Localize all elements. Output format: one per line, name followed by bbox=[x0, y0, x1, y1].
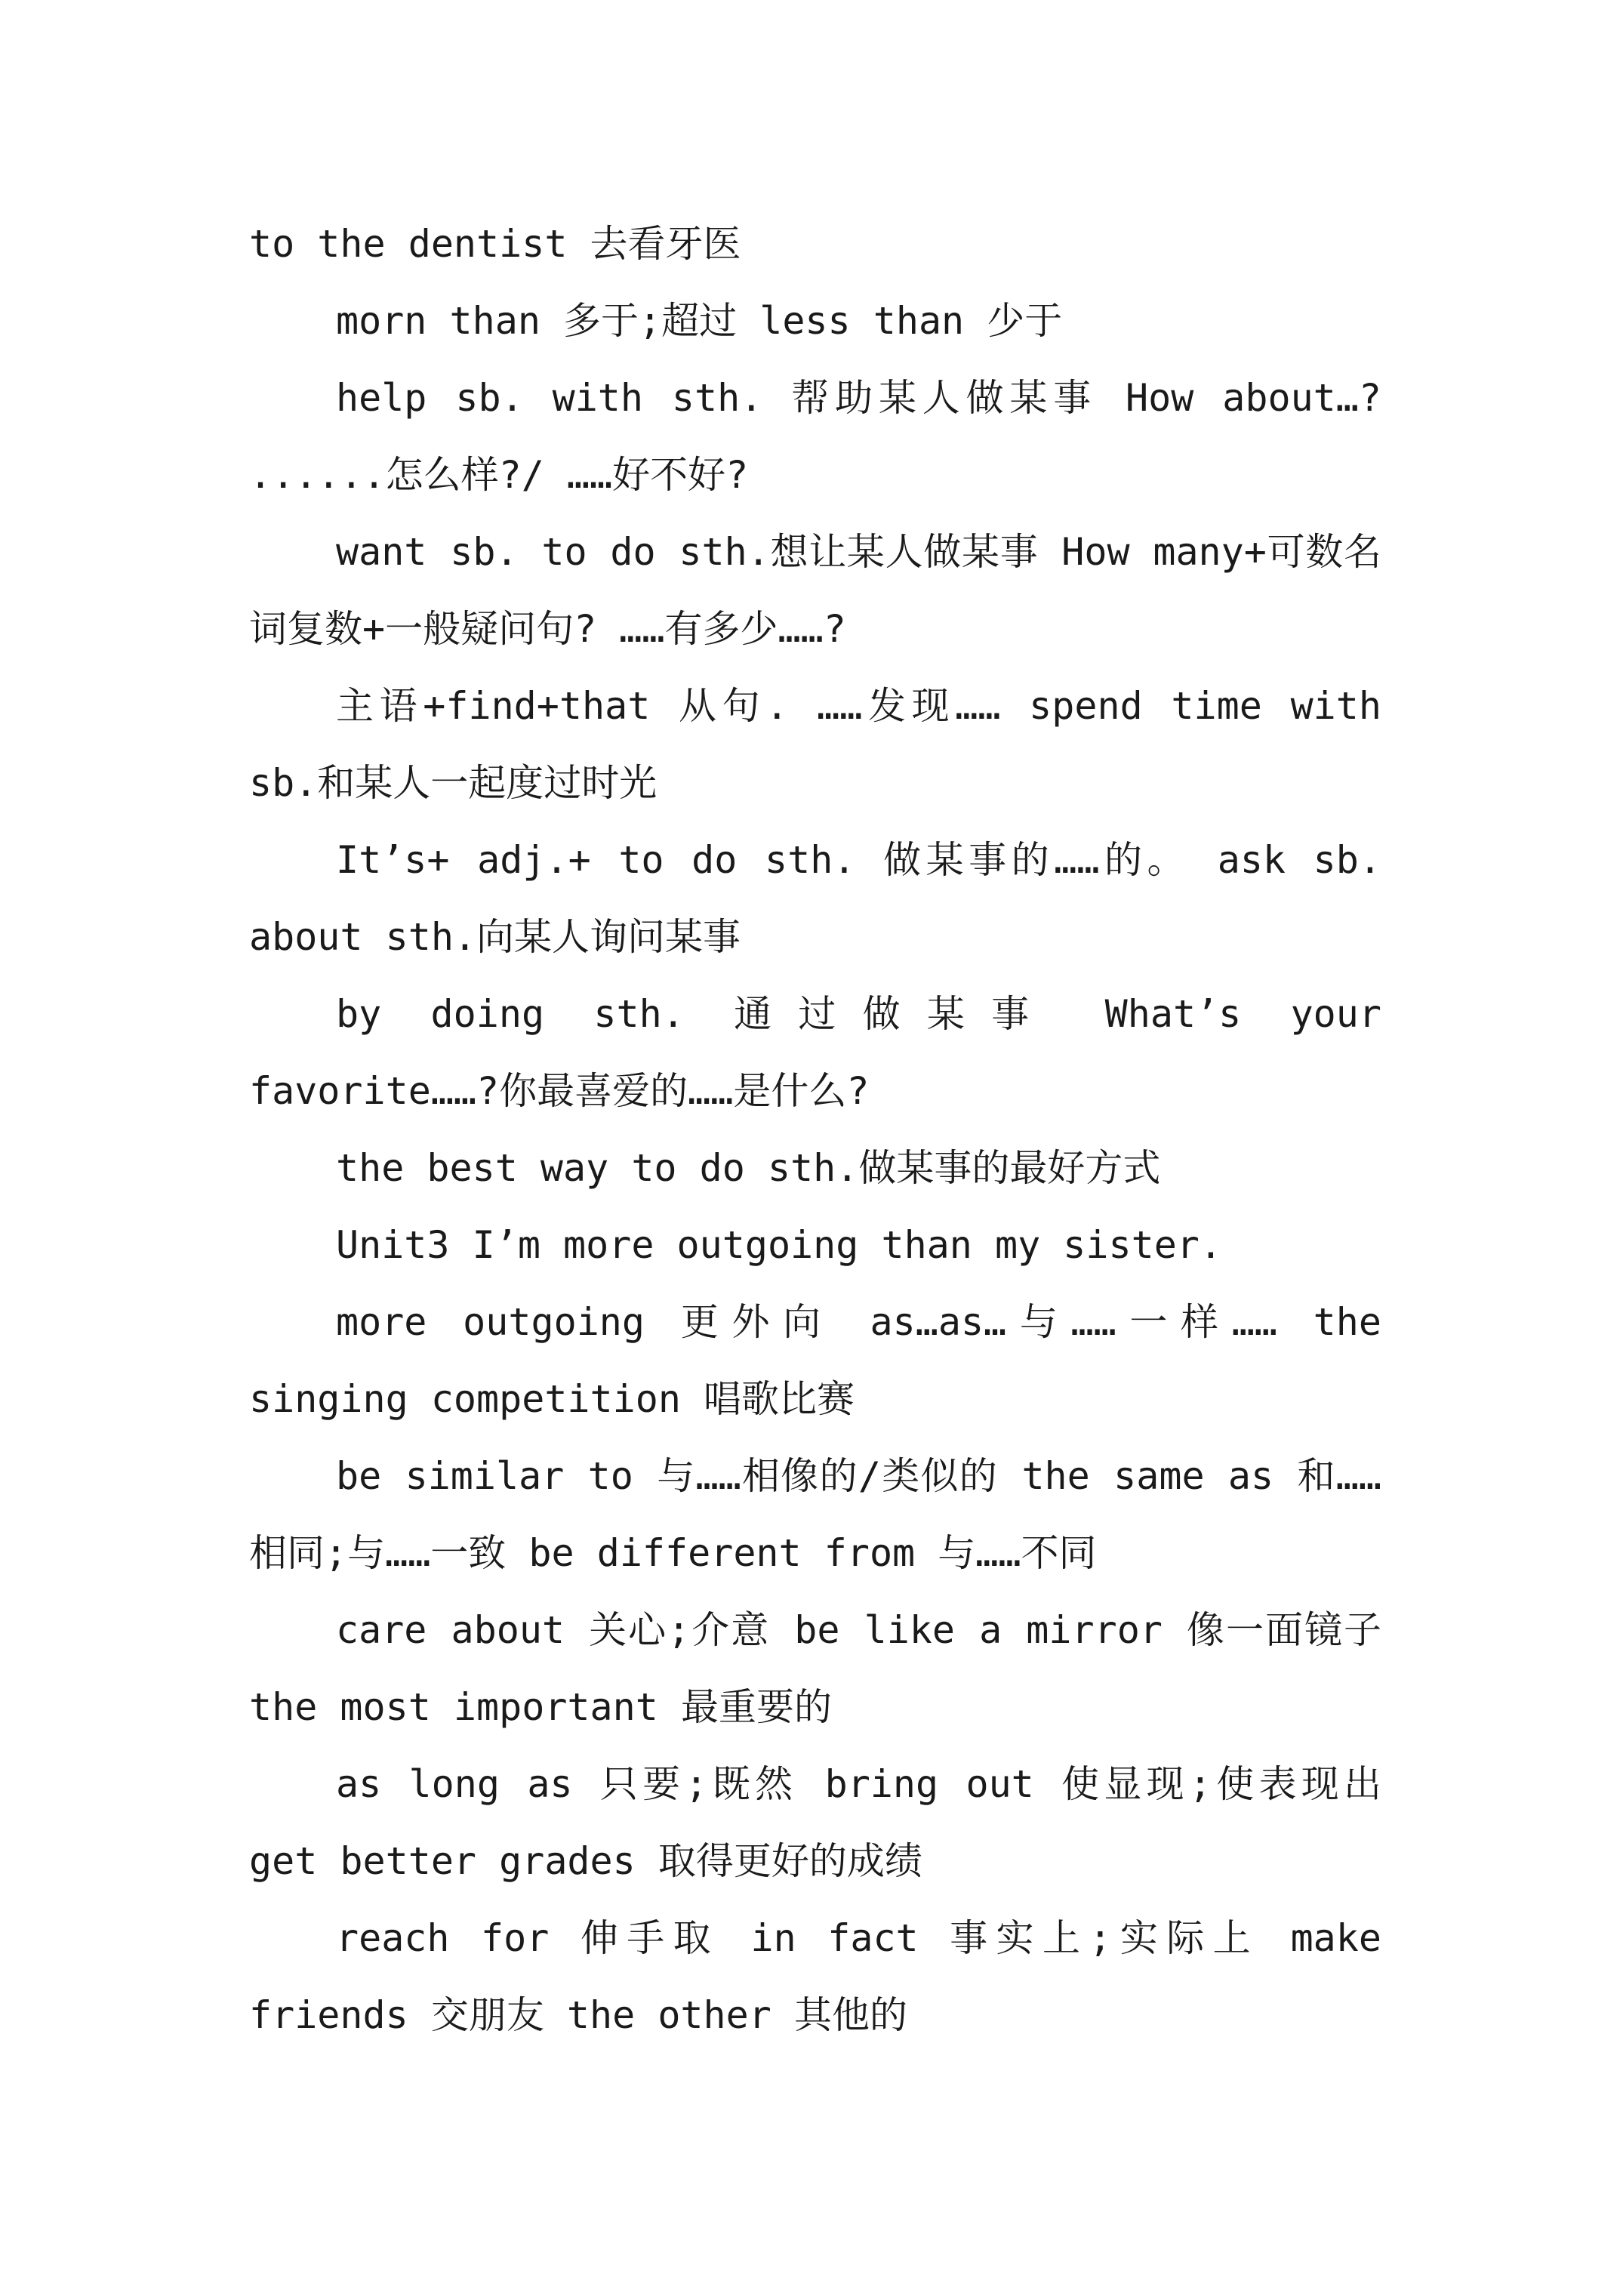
paragraph-11: be similar to 与……相像的/类似的 the same as 和……相同;与……一致 be different from 与……不同 bbox=[249, 1454, 1381, 1575]
paragraph-8: the best way to do sth.做某事的最好方式 bbox=[336, 1146, 1161, 1190]
paragraph-5: 主语+find+that 从句. ……发现…… spend time with sb.和某人一起度过时光 bbox=[249, 684, 1381, 805]
paragraph-6: It’s+ adj.+ to do sth. 做某事的……的。 ask sb. about sth.向某人询问某事 bbox=[249, 838, 1381, 959]
paragraph-1: to the dentist 去看牙医 bbox=[249, 222, 741, 266]
paragraph-4: want sb. to do sth.想让某人做某事 How many+可数名词复数+一般疑问句? ……有多少……? bbox=[249, 530, 1381, 651]
paragraph-9: Unit3 I’m more outgoing than my sister. bbox=[336, 1223, 1222, 1267]
paragraph-2: morn than 多于;超过 less than 少于 bbox=[336, 299, 1063, 343]
paragraph-3: help sb. with sth. 帮助某人做某事 How about…? ......怎么样?/ ……好不好? bbox=[249, 376, 1381, 497]
document-body bbox=[249, 205, 1381, 2054]
paragraph-13: as long as 只要;既然 bring out 使显现;使表现出 get better grades 取得更好的成绩 bbox=[249, 1762, 1381, 1883]
paragraph-10: more outgoing 更外向 as…as…与……一样…… the singing competition 唱歌比赛 bbox=[249, 1300, 1381, 1421]
paragraph-7: by doing sth. 通过做某事 What’s your favorite……?你最喜爱的……是什么? bbox=[249, 992, 1381, 1113]
paragraph-12: care about 关心;介意 be like a mirror 像一面镜子 the most important 最重要的 bbox=[249, 1608, 1381, 1729]
paragraph-14: reach for 伸手取 in fact 事实上;实际上 make friends 交朋友 the other 其他的 bbox=[249, 1916, 1381, 2037]
